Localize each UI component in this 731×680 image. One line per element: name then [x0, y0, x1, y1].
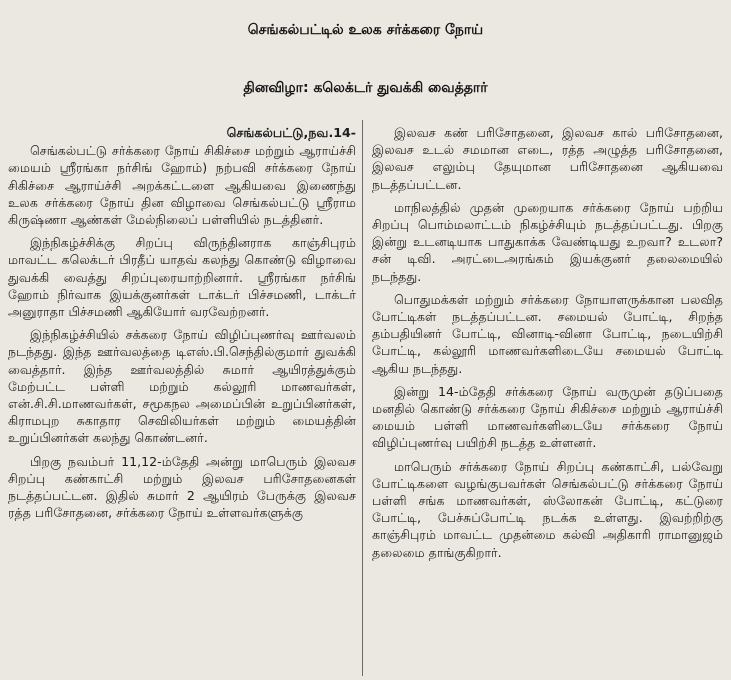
article-paragraph: இந்நிகழ்ச்சியில் சக்கரை நோய் விழிப்புணர்வு ஊர்வலம் நடந்தது. இந்த ஊர்வலத்தை டிஎஸ்.பி.செந்தில்குமார் துவக்கி வைத்தார். இந்த ஊர்வலத்தில் சுமார் ஆயிரத்துக்கும் மேற்பட்ட பள்ளி மற்றும் கல்லூரி மாணவர்கள், என்.சி.சி.மாணவர்கள், சமூகநல அமைப்பின் உறுப்பினர்கள், கிராமபுற சுகாதார செவிலியர்கள் மற்றும் மையத்தின் உறுப்பினர்கள் கலந்து கொண்டனர்.	[8, 327, 356, 446]
article-paragraph: மாநிலத்தில் முதன் முறையாக சர்க்கரை நோய் பற்றிய சிறப்பு பொம்மலாட்டம் நிகழ்ச்சியும் நடத்தப்பட்டது. பிறகு இன்று உடனடியாக பாதுகாக்க வேண்டியது உறவா? உடலா? சன் டிவி. அரட்டைஅரங்கம் இயக்குனர் தலைமையில் நடந்தது.	[372, 199, 723, 284]
article-paragraph: செங்கல்பட்டு சர்க்கரை நோய் சிகிச்சை மற்றும் ஆராய்ச்சி மையம் ஸ்ரீரங்கா நர்சிங் ஹோம்) நற்பவி சர்க்கரை நோய் சிகிச்சை ஆராய்ச்சி அறக்கட்டளை ஆகியவை இணைந்து உலக சர்க்கரை நோய் தின விழாவை செங்கல்பட்டு ஸ்ரீராம கிருஷ்ணா ஆண்கள் மேல்நிலைப் பள்ளியில் நடத்தினர்.	[8, 143, 356, 228]
column-divider	[362, 120, 363, 676]
dateline: செங்கல்பட்டு,நவ.14-	[226, 125, 356, 140]
article-paragraph: இந்நிகழ்ச்சிக்கு சிறப்பு விருந்தினராக காஞ்சிபுரம் மாவட்ட கலெக்டர் பிரதீப் யாதவ் கலந்து கொண்டு விழாவை துவக்கி வைத்து சிறப்புரையாற்றினார். ஸ்ரீரங்கா நர்சிங் ஹோம் நிர்வாக இயக்குனர்கள் டாக்டர் பிச்சமணி, டாக்டர் அனுராதா பிச்சமணி ஆகியோர் வரவேற்றனர்.	[8, 235, 356, 320]
article-paragraph: மாபெரும் சர்க்கரை நோய் சிறப்பு கண்காட்சி, பல்வேறு போட்டிகளை வழங்குபவர்கள் செங்கல்பட்டு சர்க்கரை நோய் பள்ளி சங்க மாணவர்கள், ஸ்லோகன் போட்டி, கட்டுரை போட்டி, பேச்சுப்போட்டி நடக்க உள்ளது. இவற்றிற்கு காஞ்சிபுரம் மாவட்ட முதன்மை கல்வி அதிகாரி ராமானுஜம் தலைமை தாங்குகிறார்.	[372, 458, 723, 560]
headline-line-1: செங்கல்பட்டில் உலக சர்க்கரை நோய்	[247, 22, 484, 38]
left-column	[8, 124, 356, 527]
right-column	[372, 124, 723, 567]
article-paragraph: இலவச கண் பரிசோதனை, இலவச கால் பரிசோதனை, இலவச உடல் சமமான எடை, ரத்த அழுத்த பரிசோதனை, இலவச எலும்பு தேயுமான பரிசோதனை ஆகியவை நடத்தப்பட்டன.	[372, 125, 723, 192]
article-paragraph: இன்று 14-ம்தேதி சர்க்கரை நோய் வருமுன் தடுப்பதை மனதில் கொண்டு சர்க்கரை நோய் சிகிச்சை மற்றும் ஆராய்ச்சி மையம் பள்ளி மாணவர்களிடையே சர்க்கரை நோய் விழிப்புணர்வு பயிற்சி நடத்த உள்ளனர்.	[372, 383, 723, 451]
article-paragraph: பொதுமக்கள் மற்றும் சர்க்கரை நோயாளருக்கான பலவித போட்டிகள் நடத்தப்பட்டன. சமையல் போட்டி, சிறந்த தம்பதியினர் போட்டி, வினாடி-வினா போட்டி, நடையிற்சி போட்டி, கல்லூரி மாணவர்களிடையே சமையல் போட்டி ஆகிய நடந்தது.	[372, 291, 723, 376]
article-paragraph: பிறகு நவம்பர் 11,12-ம்தேதி அன்று மாபெரும் இலவச சிறப்பு கண்காட்சி மற்றும் இலவச பரிசோதனைகள் நடத்தப்பட்டன. இதில் சுமார் 2 ஆயிரம் பேருக்கு இலவச ரத்த பரிசோதனை, சர்க்கரை நோய் உள்ளவர்களுக்கு	[8, 453, 356, 521]
headline-line-2: தினவிழா: கலெக்டர் துவக்கி வைத்தார்	[243, 80, 488, 96]
